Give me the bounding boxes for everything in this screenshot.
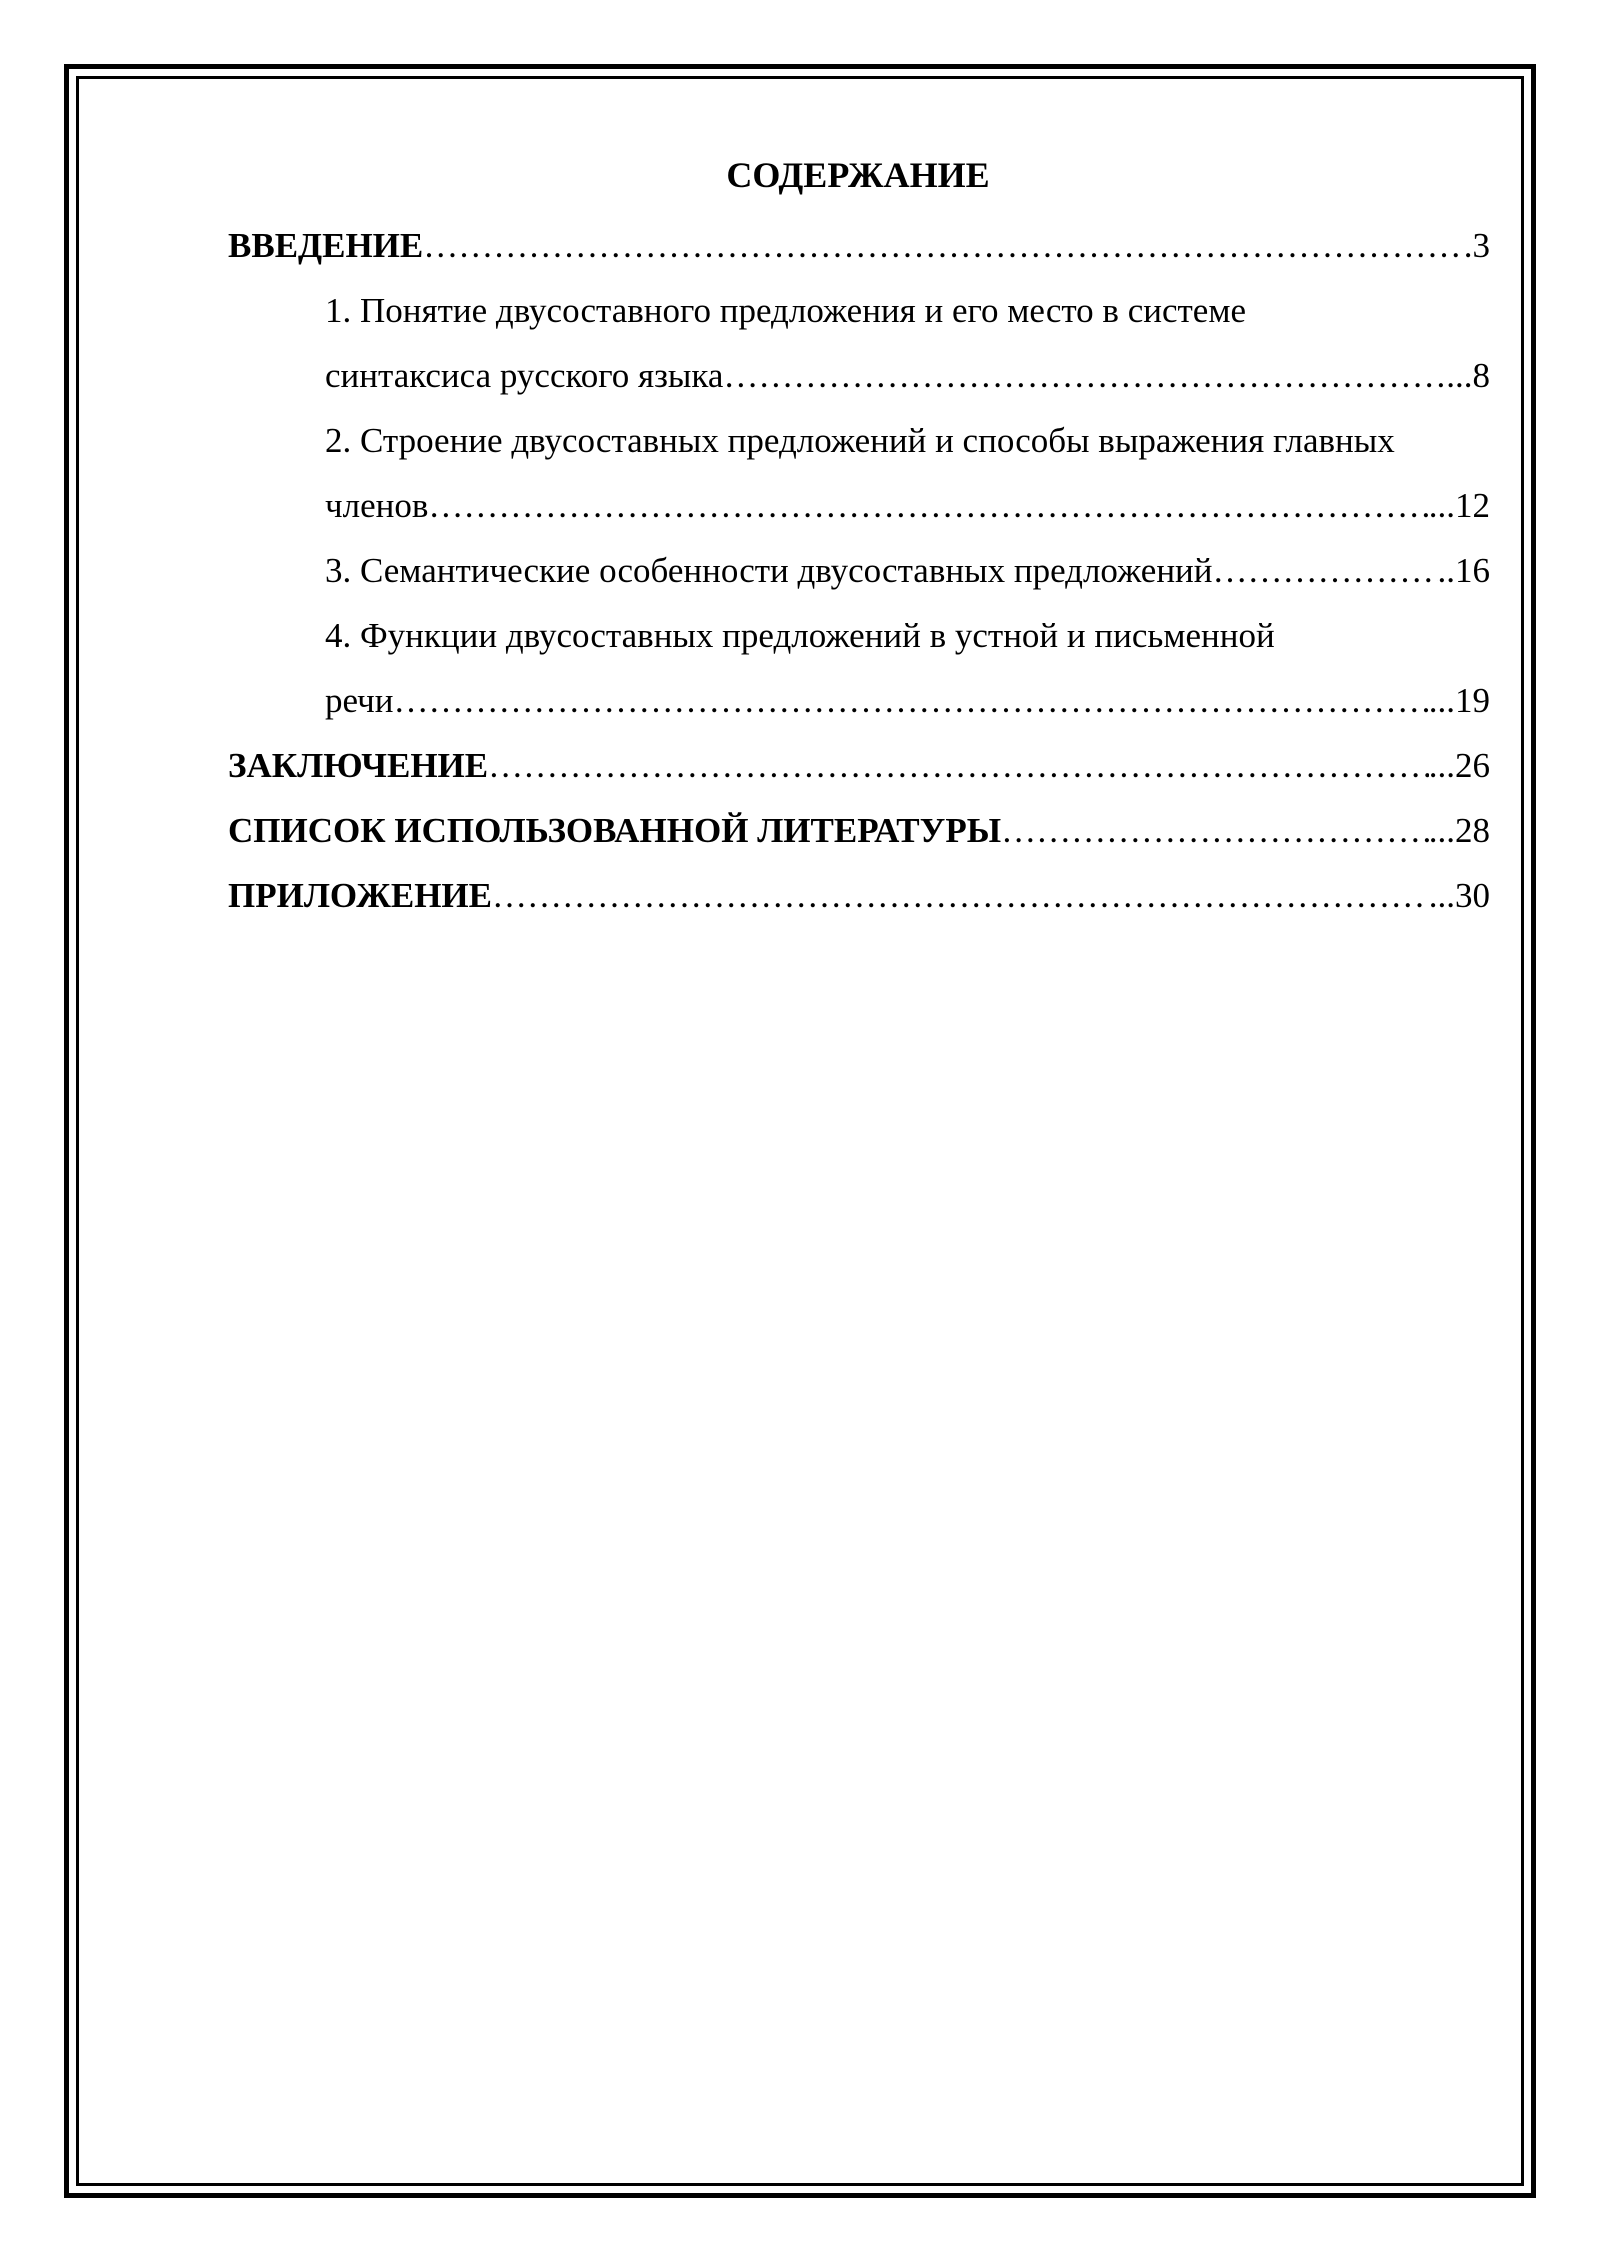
dot-leader xyxy=(1001,807,1429,855)
toc-entry-label: синтаксиса русского языка xyxy=(325,356,724,395)
toc-entry-page: ...8 xyxy=(1446,356,1490,395)
toc-entry-label: ПРИЛОЖЕНИЕ xyxy=(228,876,493,915)
toc-entry-page: ...28 xyxy=(1428,811,1490,850)
toc-entry-ch2-line2[interactable] xyxy=(325,465,1490,530)
toc-entry-conclusion[interactable] xyxy=(228,725,1490,790)
toc-entry-ch1-line1[interactable] xyxy=(325,270,1246,335)
toc-entry-label: 4. Функции двусоставных предложений в устной и письменной xyxy=(325,616,1275,655)
toc-entry-references[interactable] xyxy=(228,790,1490,855)
toc-entry-ch3[interactable] xyxy=(325,530,1490,595)
toc-entry-appendix[interactable] xyxy=(228,855,1490,920)
toc-entry-label: 2. Строение двусоставных предложений и способы выражения главных xyxy=(325,421,1395,460)
dot-leader xyxy=(492,872,1429,920)
dot-leader xyxy=(428,482,1428,530)
toc-title: СОДЕРЖАНИЕ xyxy=(726,155,990,195)
toc-entry-ch2-line1[interactable] xyxy=(325,400,1395,465)
toc-entry-ch1-line2[interactable] xyxy=(325,335,1490,400)
dot-leader xyxy=(394,677,1429,725)
toc-entry-label: речи xyxy=(325,681,394,720)
toc-entry-ch4-line2[interactable] xyxy=(325,660,1490,725)
toc-entry-intro[interactable] xyxy=(228,205,1490,270)
toc-entry-page: ..16 xyxy=(1437,551,1490,590)
toc-entry-label: СПИСОК ИСПОЛЬЗОВАННОЙ ЛИТЕРАТУРЫ xyxy=(228,811,1002,850)
toc-entry-page: ...30 xyxy=(1428,876,1490,915)
dot-leader xyxy=(1213,547,1438,595)
dot-leader xyxy=(488,742,1429,790)
dot-leader xyxy=(423,222,1463,270)
toc-entry-ch4-line1[interactable] xyxy=(325,595,1275,660)
border-gap xyxy=(780,2186,938,2190)
dot-leader xyxy=(723,352,1446,400)
toc-entry-page: .3 xyxy=(1463,226,1490,265)
toc-entry-label: ВВЕДЕНИЕ xyxy=(228,226,424,265)
toc-entry-label: 3. Семантические особенности двусоставных предложений xyxy=(325,551,1213,590)
toc-entry-page: ...19 xyxy=(1428,681,1490,720)
toc-entry-label: членов xyxy=(325,486,429,525)
toc-entry-label: 1. Понятие двусоставного предложения и его место в системе xyxy=(325,291,1247,330)
toc-entry-page: ...12 xyxy=(1428,486,1490,525)
toc-entry-page: ...26 xyxy=(1428,746,1490,785)
toc-entry-label: ЗАКЛЮЧЕНИЕ xyxy=(228,746,489,785)
